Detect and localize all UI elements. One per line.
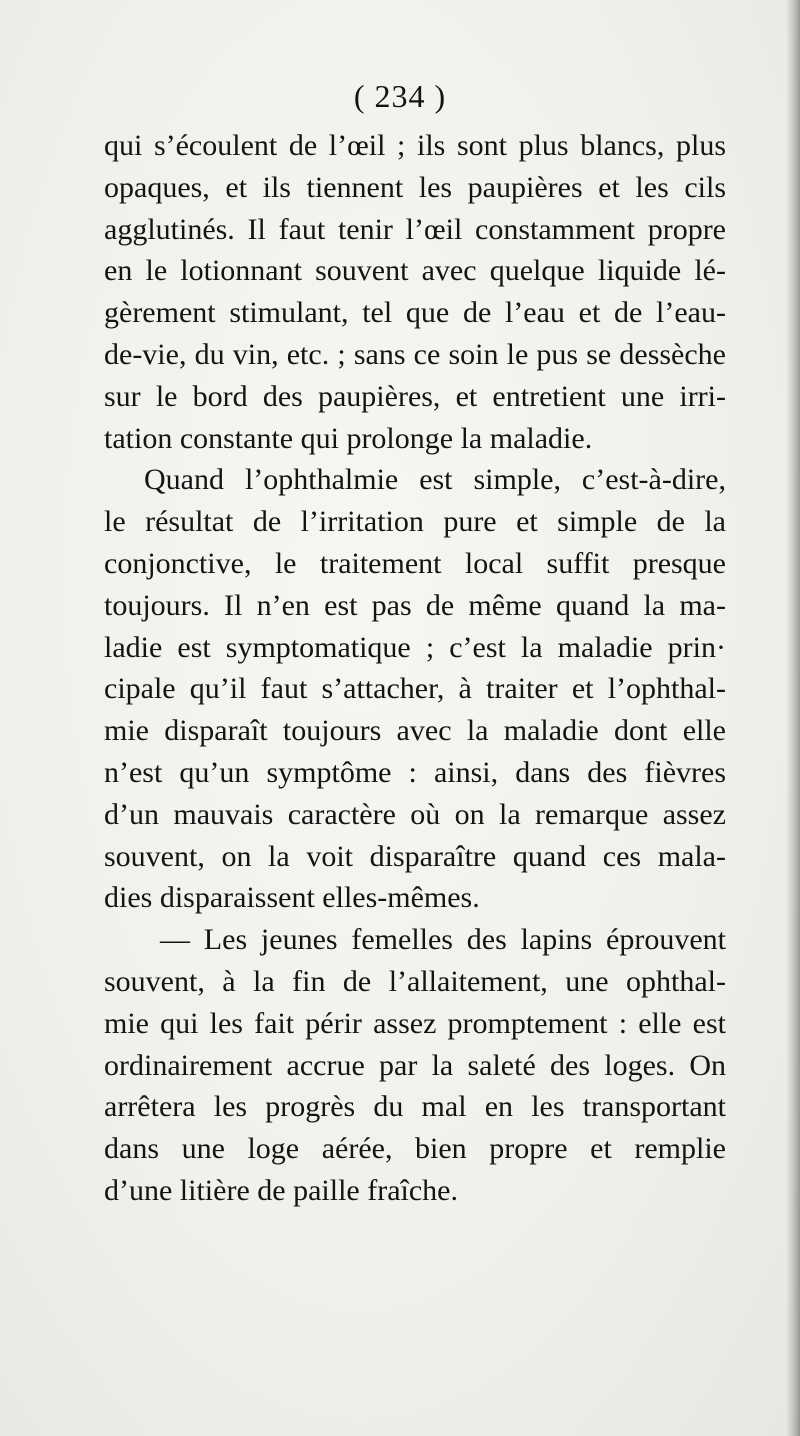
text-line: ladie est symptomatique ; c’est la maladie prin· <box>104 630 726 664</box>
text-line: mie qui les fait périr assez promptement : elle est <box>104 1006 726 1040</box>
text-line: gèrement stimulant, tel que de l’eau et de l’eau- <box>104 296 726 330</box>
text-line: conjonctive, le traitement local suffit presque <box>104 546 726 580</box>
text-line: cipale qu’il faut s’attacher, à traiter et l’ophthal- <box>104 672 726 706</box>
text-line: n’est qu’un symptôme : ainsi, dans des fièvres <box>104 755 726 789</box>
text-line: dies disparaissent elles-mêmes. <box>104 881 480 915</box>
text-line: — Les jeunes femelles des lapins éprouvent <box>160 923 726 957</box>
text-line: d’un mauvais caractère où on la remarque assez <box>104 797 726 831</box>
text-line: d’une litière de paille fraîche. <box>104 1173 458 1207</box>
text-line: souvent, à la fin de l’allaitement, une ophthal- <box>104 964 726 998</box>
text-line: toujours. Il n’en est pas de même quand la ma- <box>104 588 726 622</box>
page-edge-shadow <box>786 0 800 1436</box>
text-line: agglutinés. Il faut tenir l’œil constamment propre <box>104 212 726 246</box>
text-line: le résultat de l’irritation pure et simple de la <box>104 505 726 539</box>
text-line: Quand l’ophthalmie est simple, c’est-à-dire, <box>144 463 726 497</box>
text-line: ordinairement accrue par la saleté des loges. On <box>104 1048 726 1082</box>
text-line: souvent, on la voit disparaître quand ces mala- <box>104 839 726 873</box>
text-line: en le lotionnant souvent avec quelque liquide lé- <box>104 254 726 288</box>
text-line: de-vie, du vin, etc. ; sans ce soin le pus se dessèche <box>104 337 726 371</box>
page-number: ( 234 ) <box>353 78 447 114</box>
text-line: opaques, et ils tiennent les paupières et les cils <box>104 170 726 204</box>
text-line: qui s’écoulent de l’œil ; ils sont plus blancs, plus <box>104 129 726 162</box>
text-line: tation constante qui prolonge la maladie. <box>104 421 593 455</box>
text-line: dans une loge aérée, bien propre et remplie <box>104 1132 726 1166</box>
text-line: mie disparaît toujours avec la maladie dont elle <box>104 714 726 748</box>
text-line: sur le bord des paupières, et entretient une irri- <box>104 379 726 413</box>
body-text <box>104 125 726 1212</box>
text-line: arrêtera les progrès du mal en les transportant <box>104 1090 726 1124</box>
